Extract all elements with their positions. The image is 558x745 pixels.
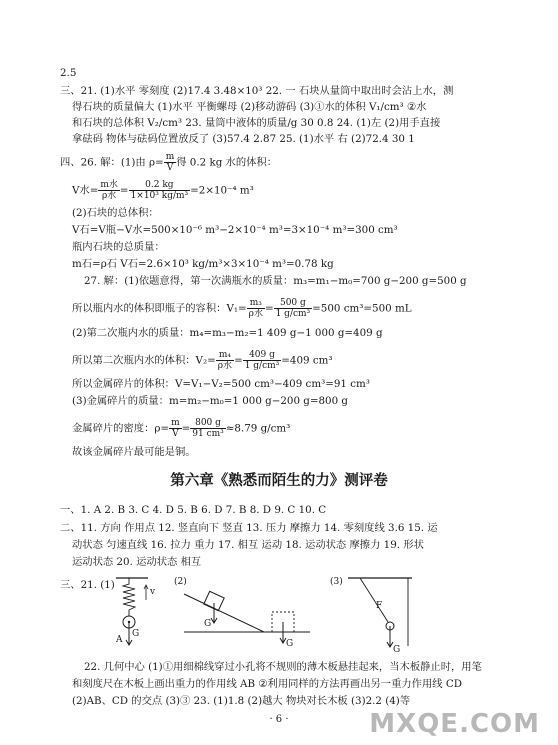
line-10: 瓶内石块的总质量： <box>72 241 165 253</box>
label-g3: G <box>286 639 294 649</box>
line-1: 2.5 <box>60 67 77 79</box>
line-26: 和刻度尺在木板上画出重力的作用线 AB ②利用同样的方法再画出另一重力作用线 CD <box>72 678 462 690</box>
line-8: (2)石块的总体积： <box>72 207 159 219</box>
chapter-title: 第六章《熟悉而陌生的力》测评卷 <box>170 473 388 489</box>
label-g1: G <box>132 629 140 639</box>
line-24: 三、21. (1) <box>60 579 115 591</box>
diagram-incline-block <box>172 574 312 650</box>
diagram-spring-ball <box>110 574 160 650</box>
line-6 <box>60 152 277 173</box>
label-g2: G <box>204 619 212 629</box>
line-11: m石=ρ石 V石=2.6×10³ kg/m³×3×10⁻⁴ m³=0.78 kg <box>72 258 334 270</box>
fraction-density: $\frac{m}{V}$ <box>171 418 180 439</box>
line-6b: 得 0.2 kg 水的体积： <box>176 156 278 169</box>
label-a: A <box>116 635 123 645</box>
line-3: 得石块的质量偏大 (1)水平 平衡螺母 (2)移动游码 (3)①水的体积 V₁/cm³ ②水 <box>72 101 427 113</box>
page-number: · 6 · <box>269 714 289 725</box>
fraction-vwater-value: $\frac{0.2 kg}{\text{1×10³ kg/m³}}$ <box>130 180 189 201</box>
line-27: (2)AB、CD 的交点 (3)③ 23. (1)1.8 (2)越大 物块对长木板 (3)2.2 (4)等 <box>72 695 411 707</box>
line-15: 所以第二次瓶内水的体积：V₂= $\frac{\text{m₄}}{\text{ρ水}}$ = $\frac{409 g}{\text{1 g/cm³}}$ =409 cm³ <box>72 350 333 371</box>
fraction-v1-value: $\frac{500 g}{\text{1 g/cm³}}$ <box>275 298 311 319</box>
watermark-logo: MXQE.COM <box>369 709 540 739</box>
fraction-v2-value: $\frac{409 g}{\text{1 g/cm³}}$ <box>244 350 280 371</box>
fraction-density-value: $\frac{800 g}{\text{91 cm³}}$ <box>192 418 224 439</box>
line-2: 三、21. (1)水平 零刻度 (2)17.4 3.48×10³ 22. 一 石块从量筒中取出时会沾上水，测 <box>60 85 454 97</box>
fraction-rho: $\frac{m}{V}$ <box>165 152 175 173</box>
line-14: (2)第二次瓶内水的质量：m₄=m₃−m₂=1 409 g−1 000 g=409 g <box>72 327 383 339</box>
label-d3: (3) <box>330 577 343 587</box>
line-5: 拿砝码 物体与砝码位置放反了 (3)57.4 2.87 25. (1)水平 右 (2)72.4 30 1 <box>72 133 415 145</box>
line-13: 所以瓶内水的体积即瓶子的容积：V₁= $\frac{\text{m₃}}{\text{ρ水}}$ = $\frac{500 g}{\text{1 g/cm³}}$ =500 cm³=500 mL <box>72 298 412 319</box>
line-4: 和石块的总体积 V₂/cm³ 23. 量筒中液体的质量/g 30 0.8 24. (1)左 (2)用手直接 <box>72 117 441 129</box>
line-9: V石=V瓶−V水=500×10⁻⁶ m³−2×10⁻⁴ m³=3×10⁻⁴ m³=300 cm³ <box>72 224 398 236</box>
label-f: F <box>376 601 383 611</box>
line-19: 故该金属碎片最可能是铜。 <box>72 446 196 458</box>
label-d2: (2) <box>174 577 187 587</box>
line-12: 27. 解：(1)依题意得，第一次满瓶水的质量：m₃=m₁−m₀=700 g−200 g=500 g <box>84 275 467 287</box>
line-6a: 四、26. 解：(1)由 ρ= <box>60 156 164 169</box>
line-18: 金属碎片的密度：ρ= $\frac{m}{V}$ = $\frac{800 g}{\text{91 cm³}}$ ≈8.79 g/cm³ <box>72 418 291 439</box>
line-17: (3)金属碎片的质量：m=m₂−m₀=1 000 g−200 g=800 g <box>72 395 349 407</box>
line-20: 一、1. A 2. B 3. C 4. D 5. B 6. D 7. B 8. D 9. C 10. C <box>60 504 327 516</box>
label-v: v <box>150 587 156 597</box>
fraction-vwater: $\frac{\text{m水}}{\text{ρ水}}$ <box>100 180 118 201</box>
label-g4: G <box>393 645 401 654</box>
line-16: 所以金属碎片的体积：V=V₁−V₂=500 cm³−409 cm³=91 cm³ <box>72 378 370 390</box>
line-22: 动状态 匀速直线 16. 拉力 重力 17. 相互 运动 18. 运动状态 摩擦力 19. 形状 <box>72 539 424 551</box>
line-25: 22. 几何中心 (1)①用细棉线穿过小孔将不规则的薄木板悬挂起来，当木板静止时，用笔 <box>84 661 482 673</box>
fraction-v1: $\frac{\text{m₃}}{\text{ρ水}}$ <box>248 298 263 319</box>
fraction-v2: $\frac{\text{m₄}}{\text{ρ水}}$ <box>217 350 233 371</box>
line-21: 二、11. 方向 作用点 12. 竖直向下 竖直 13. 压力 摩擦力 14. 零刻度线 3.6 15. 运 <box>60 522 438 534</box>
diagram-pendulum <box>330 574 440 654</box>
line-7: V水= $\frac{\text{m水}}{\text{ρ水}}$ = $\frac{0.2 kg}{\text{1×10³ kg/m³}}$ =2×10⁻⁴ m³ <box>72 180 254 201</box>
line-23: 运动状态 20. 运动状态 相互 <box>72 556 202 568</box>
